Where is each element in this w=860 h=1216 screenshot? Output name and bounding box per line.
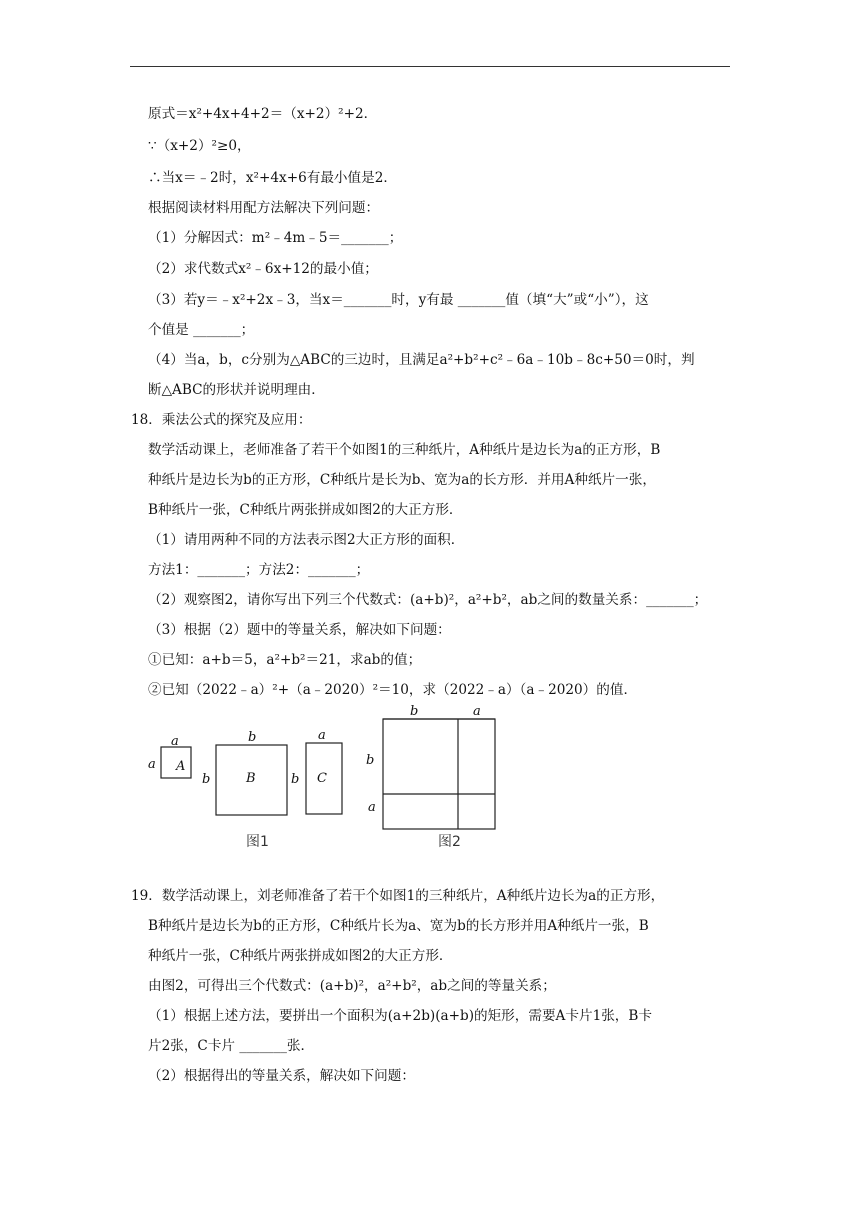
question-18-3-ii: ②已知（2022﹣a）²+（a﹣2020）²＝10，求（2022﹣a）（a﹣2020）的值． <box>148 682 638 698</box>
question-18-3-i: ①已知：a+b＝5，a²+b²＝21，求ab的值； <box>148 652 422 668</box>
card-c-name: C <box>317 771 327 786</box>
problem-19-title: 19．数学活动课上，刘老师准备了若干个如图1的三种纸片，A种纸片边长为a的正方形， <box>131 888 665 904</box>
question-18-3: （3）根据（2）题中的等量关系，解决如下问题： <box>148 622 451 638</box>
card-b-top-label: b <box>248 730 257 745</box>
text-line: 根据阅读材料用配方法解决下列问题： <box>148 200 380 216</box>
text-line: ∵（x+2）²≥0， <box>148 138 251 154</box>
question-4-cont: 断△ABC的形状并说明理由． <box>148 382 325 398</box>
figure-2-top-label-b: b <box>410 704 419 719</box>
card-b-side-label: b <box>202 772 211 787</box>
text-line: 原式＝x²+4x+4+2＝（x+2）²+2． <box>148 106 378 122</box>
figure-2-left-label-a: a <box>368 800 376 815</box>
card-c-side-label: b <box>291 772 300 787</box>
card-a-name: A <box>176 759 186 774</box>
text-line: 种纸片是边长为b的正方形，C种纸片是长为b、宽为a的长方形．并用A种纸片一张， <box>148 472 656 488</box>
question-4: （4）当a，b，c分别为△ABC的三边时，且满足a²+b²+c²﹣6a﹣10b﹣8c+50＝0时，判 <box>148 352 695 368</box>
figure-2-top-label-a: a <box>473 704 481 719</box>
card-a-top-label: a <box>171 734 179 749</box>
problem-18-title: 18．乘法公式的探究及应用： <box>131 412 312 428</box>
question-1: （1）分解因式：m²﹣4m﹣5＝_______； <box>148 230 403 246</box>
text-line: B种纸片一张，C种纸片两张拼成如图2的大正方形． <box>148 502 463 518</box>
figure-2-square <box>383 719 495 829</box>
card-c <box>291 728 342 814</box>
figure-2-caption: 图2 <box>438 834 461 850</box>
card-b-name: B <box>246 771 256 786</box>
question-3-cont: 个值是 _______； <box>148 322 255 338</box>
question-18-2: （2）观察图2，请你写出下列三个代数式：(a+b)²，a²+b²，ab之间的数量关系：_______； <box>148 592 708 608</box>
text-line: 种纸片一张，C种纸片两张拼成如图2的大正方形． <box>148 948 453 964</box>
card-c-top-label: a <box>318 728 326 743</box>
question-19-1: （1）根据上述方法，要拼出一个面积为(a+2b)(a+b)的矩形，需要A卡片1张，B卡 <box>148 1008 652 1024</box>
figure-2-left-label-b: b <box>366 753 375 768</box>
text-line: 由图2，可得出三个代数式：(a+b)²，a²+b²，ab之间的等量关系； <box>148 978 556 994</box>
text-line: 数学活动课上，老师准备了若干个如图1的三种纸片，A种纸片是边长为a的正方形，B <box>148 442 661 458</box>
question-3: （3）若y＝﹣x²+2x﹣3，当x＝_______时，y有最 _______值（填“大”或“小”），这 <box>148 292 649 308</box>
figure-1-caption: 图1 <box>246 834 269 850</box>
card-b <box>202 730 287 815</box>
text-line: ∴当x＝﹣2时，x²+4x+6有最小值是2． <box>148 170 397 186</box>
question-18-1-methods: 方法1：_______；方法2：_______； <box>148 562 370 578</box>
card-a-side-label: a <box>148 757 156 772</box>
text-line: B种纸片是边长为b的正方形，C种纸片长为a、宽为b的长方形并用A种纸片一张，B <box>148 918 649 934</box>
question-18-1: （1）请用两种不同的方法表示图2大正方形的面积． <box>148 532 465 548</box>
question-2: （2）求代数式x²﹣6x+12的最小值； <box>148 261 378 277</box>
card-a <box>148 734 191 778</box>
question-19-2: （2）根据得出的等量关系，解决如下问题： <box>148 1068 415 1084</box>
question-19-1-cont: 片2张，C卡片 _______张． <box>148 1038 315 1054</box>
